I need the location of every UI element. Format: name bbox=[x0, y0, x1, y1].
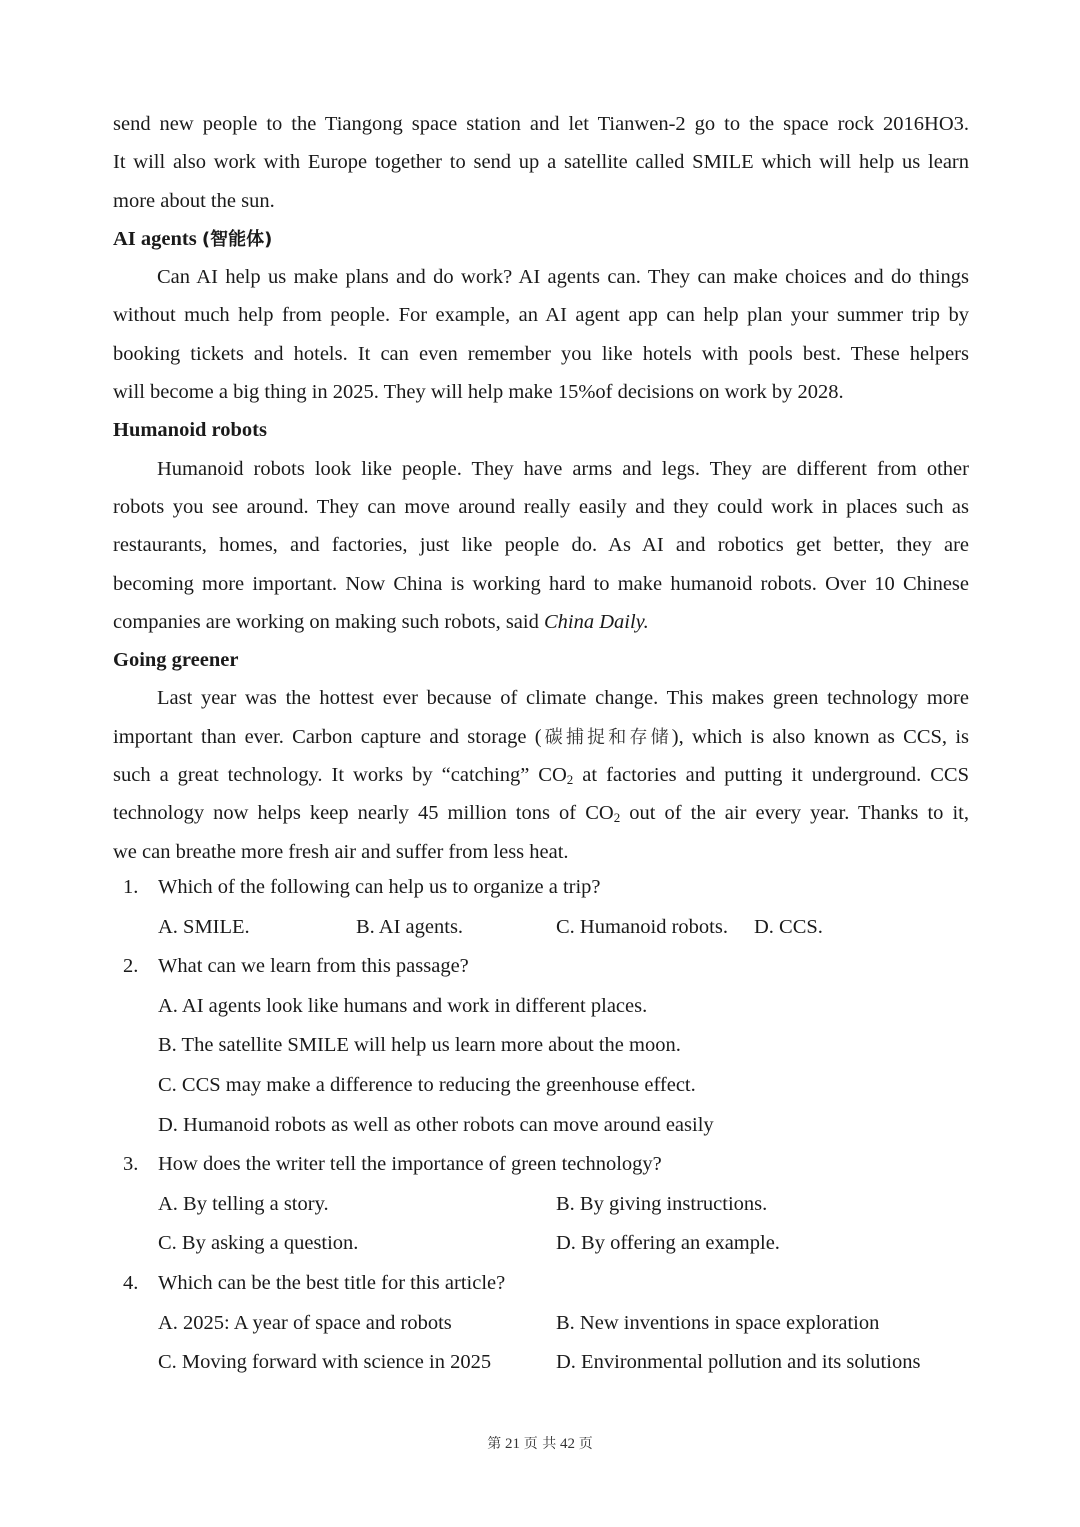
section-heading-humanoid-robots: Humanoid robots bbox=[113, 419, 267, 442]
option-b[interactable]: B. AI agents. bbox=[356, 915, 464, 938]
option-c[interactable]: C. CCS may make a difference to reducing the greenhouse effect. bbox=[158, 1073, 696, 1096]
passage-line: send new people to the Tiangong space station and let Tianwen-2 go to the space rock 2016HO3. bbox=[113, 113, 969, 135]
passage-line: It will also work with Europe together to send up a satellite called SMILE which will help us learn bbox=[113, 151, 969, 174]
passage-line: booking tickets and hotels. It can even remember you like hotels with pools best. These helpers bbox=[113, 342, 969, 365]
passage bbox=[113, 105, 969, 871]
question-number: 1. bbox=[123, 876, 139, 898]
question-text: How does the writer tell the importance of green technology? bbox=[158, 1153, 662, 1176]
question-3-options-row-1 bbox=[123, 1185, 983, 1225]
question-4 bbox=[123, 1264, 983, 1304]
question-list bbox=[123, 868, 983, 1383]
option-a[interactable]: A. AI agents look like humans and work in different places. bbox=[158, 994, 648, 1017]
question-text: Which of the following can help us to organize a trip? bbox=[158, 876, 601, 898]
passage-line: important than ever. Carbon capture and storage (碳捕捉和存储), which is also known as CCS, is bbox=[113, 725, 969, 748]
question-3-options-row-2 bbox=[123, 1224, 983, 1264]
question-3 bbox=[123, 1145, 983, 1185]
question-1-options bbox=[123, 908, 983, 948]
passage-line: technology now helps keep nearly 45 million tons of $CO_2$ out of the air every year. Thanks to it, bbox=[113, 802, 969, 826]
question-4-options-row-2 bbox=[123, 1343, 983, 1383]
option-a[interactable]: A. 2025: A year of space and robots bbox=[158, 1311, 452, 1334]
question-number: 4. bbox=[123, 1271, 139, 1294]
option-c[interactable]: C. By asking a question. bbox=[158, 1232, 359, 1255]
question-1 bbox=[123, 868, 983, 908]
option-a[interactable]: A. By telling a story. bbox=[158, 1192, 329, 1215]
option-b[interactable]: B. The satellite SMILE will help us learn more about the moon. bbox=[158, 1034, 681, 1057]
question-2 bbox=[123, 947, 983, 987]
passage-line: such a great technology. It works by “catching” $CO_2$ at factories and putting it underground. CCS bbox=[113, 764, 969, 788]
option-b[interactable]: B. By giving instructions. bbox=[556, 1192, 768, 1215]
option-d[interactable]: D. CCS. bbox=[754, 915, 823, 938]
passage-line: Humanoid robots look like people. They have arms and legs. They are different from other bbox=[157, 457, 969, 480]
source-citation: China Daily. bbox=[543, 610, 649, 633]
passage-line: restaurants, homes, and factories, just like people do. As AI and robotics get better, they are bbox=[113, 534, 969, 557]
passage-line: becoming more important. Now China is working hard to make humanoid robots. Over 10 Chinese bbox=[113, 572, 969, 595]
passage-line: companies are working on making such robots, said China Daily. bbox=[113, 610, 649, 633]
passage-line: Last year was the hottest ever because of climate change. This makes green technology more bbox=[157, 687, 969, 710]
total-page-number: 42 bbox=[559, 1436, 575, 1452]
section-heading-ai-agents: AI agents (智能体) bbox=[113, 227, 273, 250]
question-number: 3. bbox=[123, 1153, 139, 1176]
option-c[interactable]: C. Moving forward with science in 2025 bbox=[158, 1351, 492, 1374]
question-text: What can we learn from this passage? bbox=[158, 955, 469, 978]
passage-line: we can breathe more fresh air and suffer from less heat. bbox=[113, 840, 569, 863]
option-c[interactable]: C. Humanoid robots. bbox=[556, 915, 728, 938]
question-text: Which can be the best title for this article? bbox=[158, 1271, 506, 1294]
option-b[interactable]: B. New inventions in space exploration bbox=[556, 1311, 880, 1334]
current-page-number: 21 bbox=[505, 1436, 521, 1452]
option-d[interactable]: D. Environmental pollution and its solutions bbox=[556, 1351, 921, 1374]
option-d[interactable]: D. By offering an example. bbox=[556, 1232, 780, 1255]
passage-line: robots you see around. They can move around really easily and they could work in places such as bbox=[113, 495, 969, 518]
question-4-options-row-1 bbox=[123, 1304, 983, 1344]
passage-line: without much help from people. For example, an AI agent app can help plan your summer trip by bbox=[113, 304, 969, 327]
cjk-term: 碳捕捉和存储 bbox=[541, 726, 672, 748]
option-d[interactable]: D. Humanoid robots as well as other robots can move around easily bbox=[158, 1113, 714, 1136]
passage-line: will become a big thing in 2025. They will help make 15%of decisions on work by 2028. bbox=[113, 381, 844, 404]
passage-line: Can AI help us make plans and do work? AI agents can. They can make choices and do things bbox=[157, 266, 969, 289]
page-footer: 第 21 页 共 42 页 bbox=[487, 1436, 593, 1452]
question-number: 2. bbox=[123, 955, 139, 978]
heading-cjk-note: (智能体) bbox=[201, 228, 273, 250]
passage-line: more about the sun. bbox=[113, 189, 275, 212]
section-heading-going-greener: Going greener bbox=[113, 649, 239, 672]
option-a[interactable]: A. SMILE. bbox=[158, 915, 250, 938]
